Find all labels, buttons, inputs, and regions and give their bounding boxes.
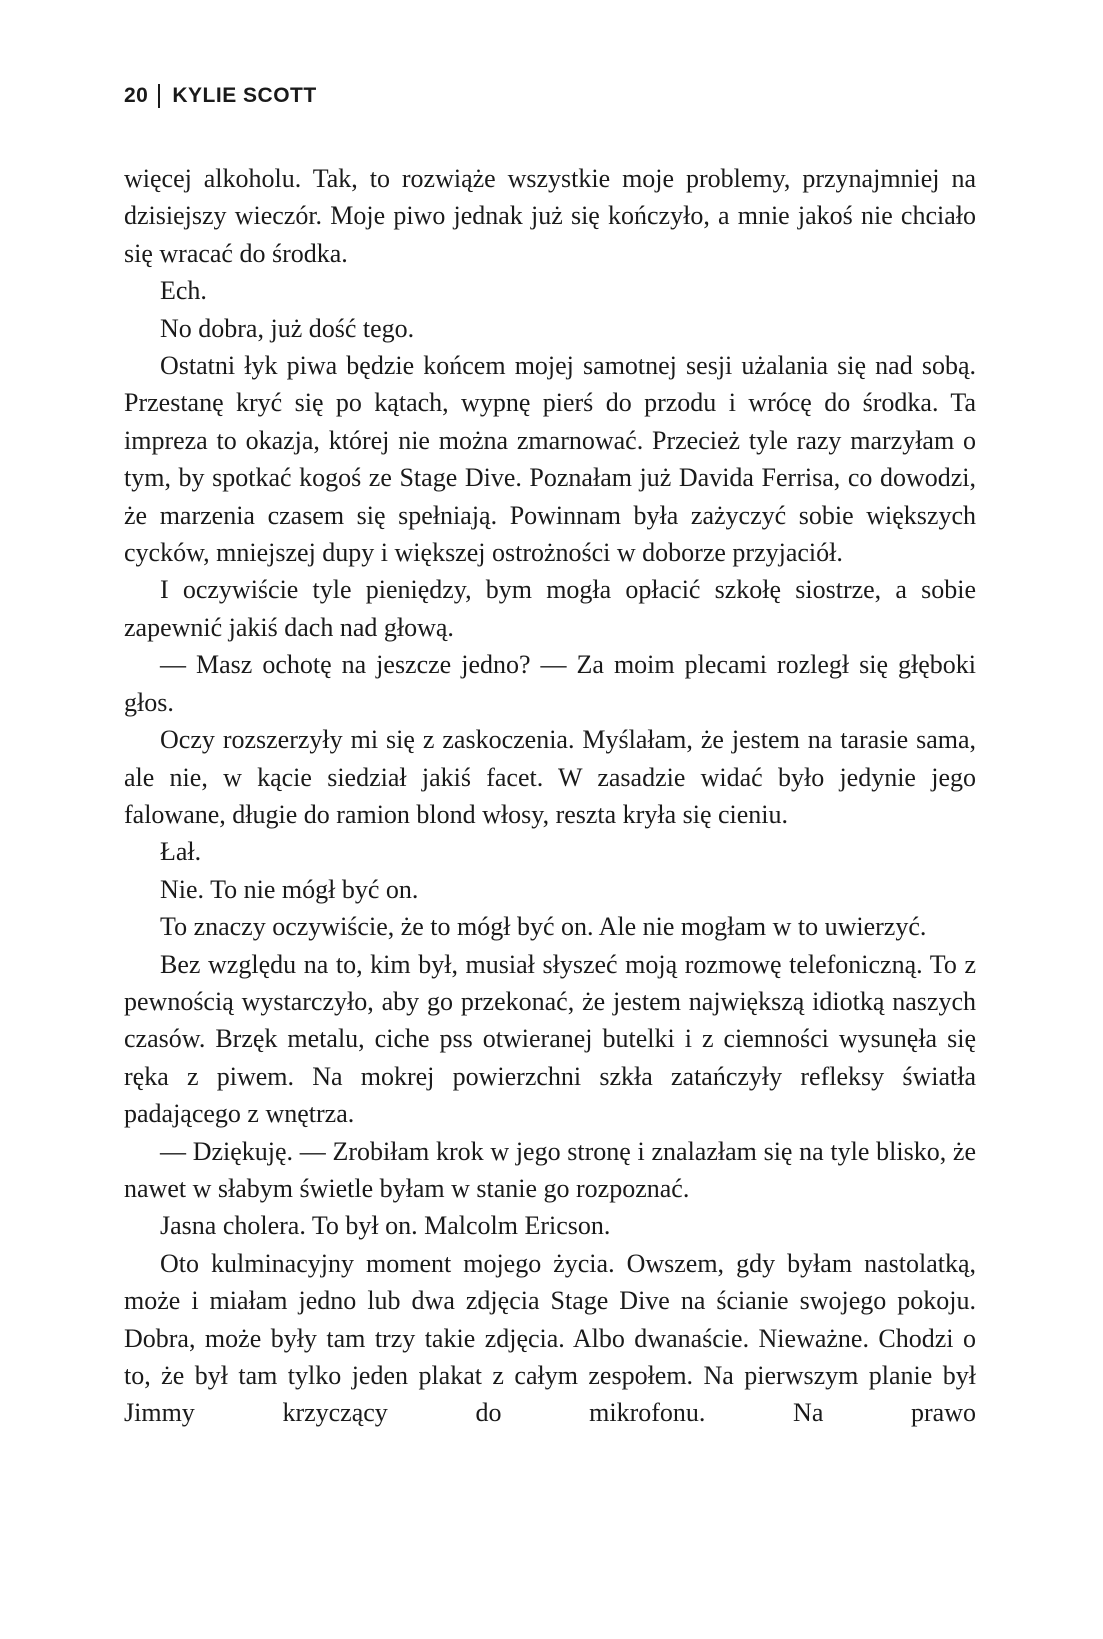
author-name: KYLIE SCOTT [172, 84, 317, 107]
paragraph: Łał. [160, 837, 202, 867]
paragraph: — Dziękuję. — Zrobiłam krok w jego stronę i znalazłam się na tyle blisko, że nawet w słabym świetle byłam w stanie go rozpoznać. [124, 1136, 976, 1203]
paragraph: Bez względu na to, kim był, musiał słyszeć moją rozmowę telefoniczną. To z pewnością wystarczyło, aby go przekonać, że jestem największą idiotką naszych czasów. Brzęk metalu, ciche pss otwieranej butelki i z ciemności wysunęła się ręka z piwem. Na mokrej powierzchni szkła zatańczyły refleksy światła padającego z wnętrza. [124, 949, 976, 1129]
paragraph: Ostatni łyk piwa będzie końcem mojej samotnej sesji użalania się nad sobą. Przestanę kryć się po kątach, wypnę pierś do przodu i wrócę do środka. Ta impreza to okazja, której nie można zmarnować. Przecież tyle razy marzyłam o tym, by spotkać kogoś ze Stage Dive. Poznałam już Davida Ferrisa, co dowodzi, że marzenia czasem się spełniają. Powinnam była zażyczyć sobie większych cycków, mniejszej dupy i większej ostrożności w doborze przyjaciół. [124, 351, 976, 568]
paragraph: więcej alkoholu. Tak, to rozwiąże wszystkie moje problemy, przynajmniej na dzisiejszy wieczór. Moje piwo jednak już się kończyło, a mnie jakoś nie chciało się wracać do środka. [124, 164, 976, 268]
body-text [124, 160, 976, 1432]
paragraph: No dobra, już dość tego. [160, 313, 415, 343]
paragraph: To znaczy oczywiście, że to mógł być on. Ale nie mogłam w to uwierzyć. [160, 912, 927, 942]
paragraph: Oto kulminacyjny moment mojego życia. Owszem, gdy byłam nastolatką, może i miałam jedno lub dwa zdjęcia Stage Dive na ścianie swojego pokoju. Dobra, może były tam trzy takie zdjęcia. Albo dwanaście. Nieważne. Chodzi o to, że był tam tylko jeden plakat z całym zespołem. Na pierwszym planie był Jimmy krzyczący do mikrofonu. Na prawo [124, 1248, 976, 1428]
paragraph: Oczy rozszerzyły mi się z zaskoczenia. Myślałam, że jestem na tarasie sama, ale nie, w kącie siedział jakiś facet. W zasadzie widać było jedynie jego falowane, długie do ramion blond włosy, reszta kryła się cieniu. [124, 725, 976, 829]
paragraph: I oczywiście tyle pieniędzy, bym mogła opłacić szkołę siostrze, a sobie zapewnić jakiś dach nad głową. [124, 575, 976, 642]
paragraph: Ech. [160, 276, 207, 306]
running-head [124, 84, 317, 108]
paragraph: Jasna cholera. To był on. Malcolm Ericson. [160, 1211, 611, 1241]
page-number: 20 [124, 84, 149, 107]
paragraph: Nie. To nie mógł być on. [160, 874, 419, 904]
header-separator [158, 84, 160, 108]
paragraph: — Masz ochotę na jeszcze jedno? — Za moim plecami rozległ się głęboki głos. [124, 650, 976, 717]
